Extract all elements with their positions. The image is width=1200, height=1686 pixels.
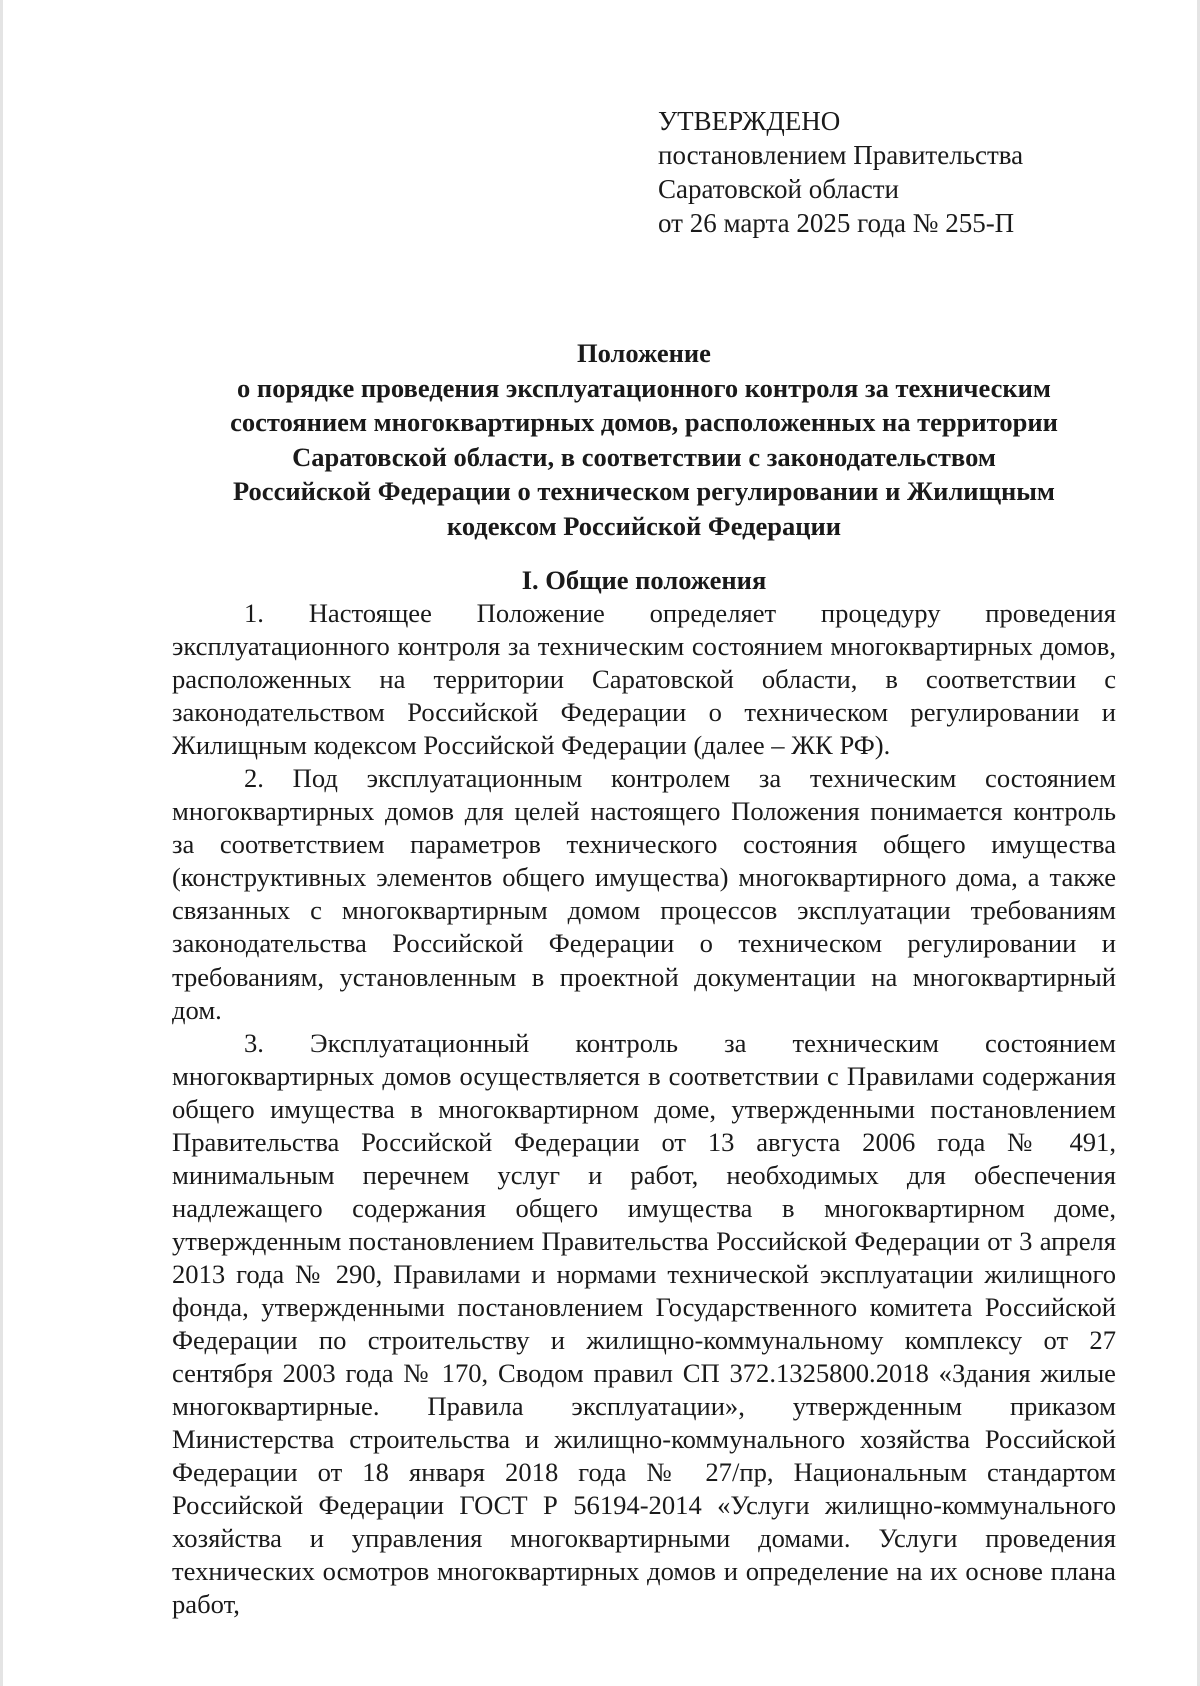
section-heading: I. Общие положения — [521, 565, 767, 595]
document-title — [172, 336, 1116, 543]
title-line: Положение — [577, 338, 711, 368]
approval-date: от 26 марта 2025 года № 255-П — [658, 208, 1015, 238]
title-line: о порядке проведения эксплуатационного контроля за техническим — [237, 372, 1051, 403]
title-line: кодексом Российской Федерации — [446, 510, 842, 541]
paragraph-1: 1. Настоящее Положение определяет процедуру проведения эксплуатационного контроля за техническим состоянием многоквартирных домов, расположенных на территории Саратовской области, в соответствии с законодательством Российской Федерации о техническом регулировании и Жилищным кодексом Российской Федерации (далее – ЖК РФ). — [172, 598, 1116, 761]
approval-stamp — [658, 104, 1138, 240]
approval-heading: УТВЕРЖДЕНО — [658, 106, 841, 136]
paragraph-3: 3. Эксплуатационный контроль за техническим состоянием многоквартирных домов осуществляется в соответствии с Правилами содержания общего имущества в многоквартирном доме, утвержденными постановлением Правительства Российской Федерации от 13 августа 2006 года № 491, минимальным перечнем услуг и работ, необходимых для обеспечения надлежащего содержания общего имущества в многоквартирном доме, утвержденным постановлением Правительства Российской Федерации от 3 апреля 2013 года № 290, Правилами и нормами технической эксплуатации жилищного фонда, утвержденными постановлением Государственного комитета Российской Федерации по строительству и жилищно-коммунальному комплексу от 27 сентября 2003 года № 170, Сводом правил СП 372.1325800.2018 «Здания жилые многоквартирные. Правила эксплуатации», утвержденным приказом Министерства строительства и жилищно-коммунального хозяйства Российской Федерации от 18 января 2018 года № 27/пр, Национальным стандартом Российской Федерации ГОСТ Р 56194-2014 «Услуги жилищно-коммунального хозяйства и управления многоквартирными домами. Услуги проведения технических осмотров многоквартирных домов и определение на их основе плана работ, — [172, 1027, 1116, 1620]
approval-line: Саратовской области — [658, 174, 899, 204]
scan-edge-left — [0, 0, 3, 1686]
section-body — [172, 597, 1116, 1621]
approval-line: постановлением Правительства — [658, 140, 1024, 170]
paragraph-2: 2. Под эксплуатационным контролем за техническим состоянием многоквартирных домов для целей настоящего Положения понимается контроль за соответствием параметров технического состояния общего имущества (конструктивных элементов общего имущества) многоквартирного дома, а также связанных с многоквартирным домом процессов эксплуатации требованиям законодательства Российской Федерации о техническом регулировании и требованиям, установленным в проектной документации на многоквартирный дом. — [172, 763, 1116, 1025]
title-line: состоянием многоквартирных домов, расположенных на территории — [230, 407, 1058, 437]
title-line: Саратовской области, в соответствии с законодательством — [292, 441, 996, 472]
title-line: Российской Федерации о техническом регулировании и Жилищным — [233, 476, 1055, 506]
